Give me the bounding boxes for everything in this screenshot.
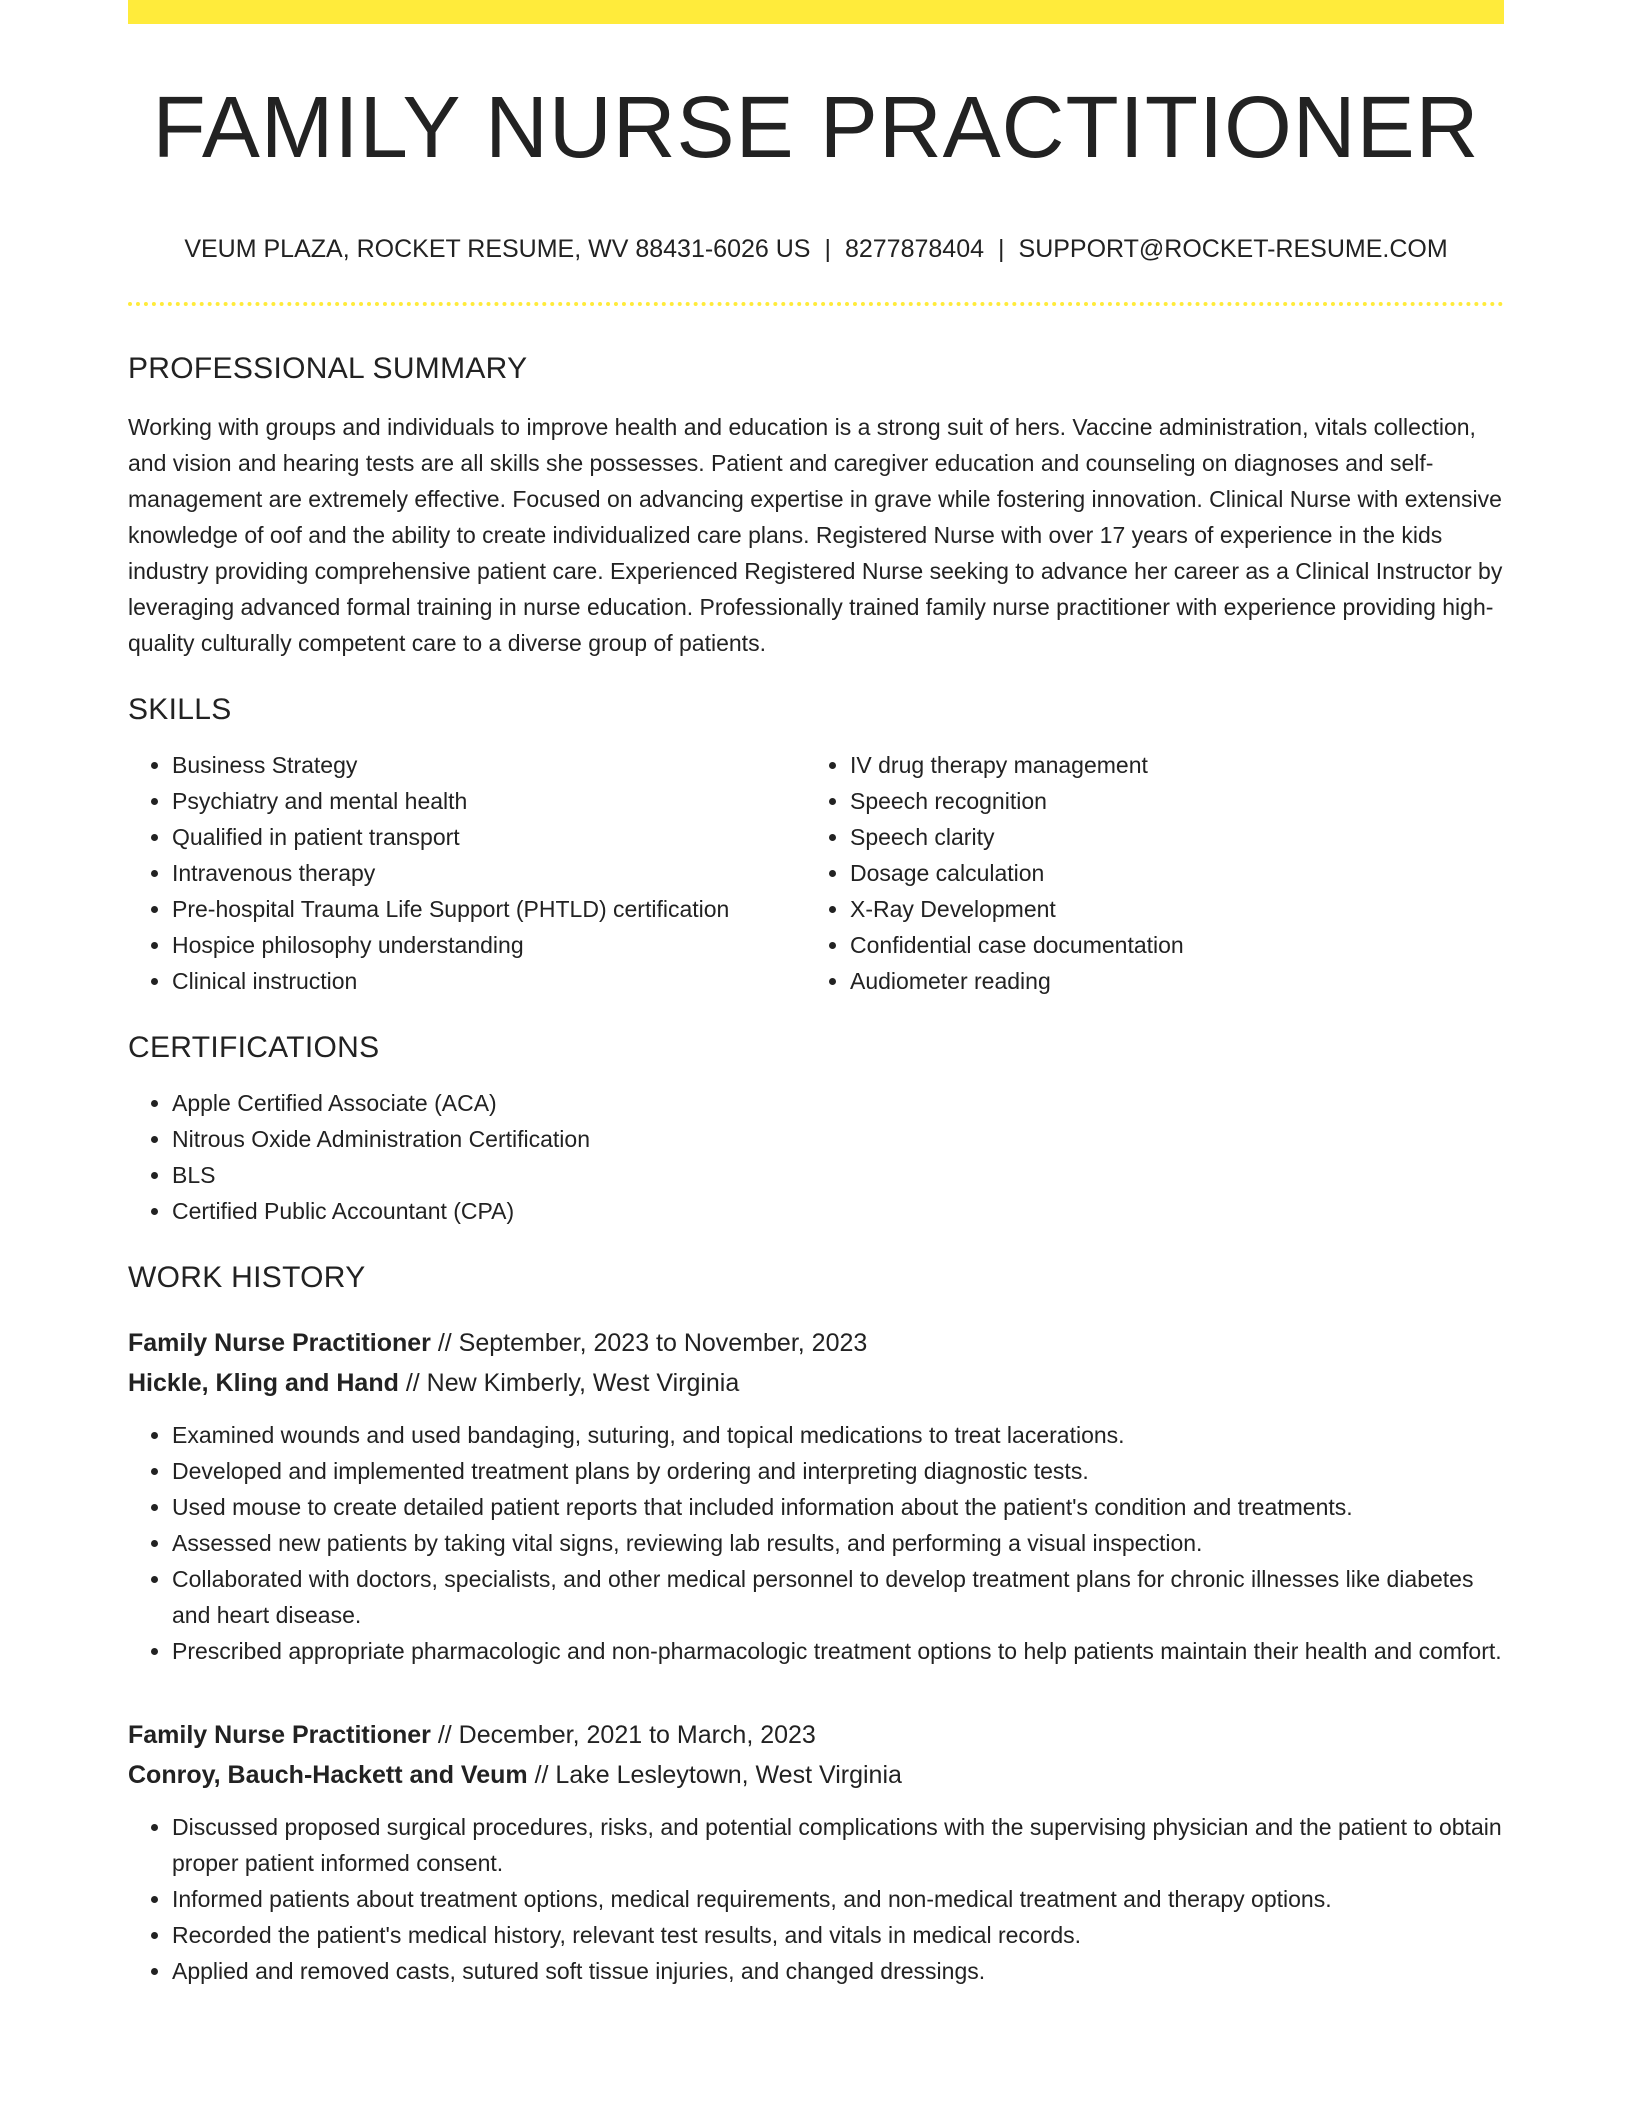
summary-heading: PROFESSIONAL SUMMARY: [128, 352, 528, 385]
certification-item: • Certified Public Accountant (CPA): [172, 1193, 1504, 1229]
skills-left-list: [128, 747, 806, 999]
contact-line: [128, 237, 1504, 262]
job-bullet: • Prescribed appropriate pharmacologic and non-pharmacologic treatment options to help patients maintain their health and comfort.: [172, 1633, 1504, 1669]
job-bullets: [128, 1417, 1504, 1669]
phone: 8277878404: [844, 235, 985, 263]
skill-item: • Clinical instruction: [172, 963, 806, 999]
job-company-line: [128, 1755, 1504, 1795]
job-title: Family Nurse Practitioner: [128, 1721, 431, 1749]
skills-right-list: [806, 747, 1484, 999]
skill-item: • Hospice philosophy understanding: [172, 927, 806, 963]
job-entry: [128, 1715, 1504, 1989]
job-bullet: • Developed and implemented treatment plans by ordering and interpreting diagnostic tests.: [172, 1453, 1504, 1489]
certifications-list: [128, 1085, 1504, 1229]
skills-columns: [128, 747, 1504, 999]
skill-item: • X-Ray Development: [850, 891, 1484, 927]
job-bullet: • Collaborated with doctors, specialists, and other medical personnel to develop treatment plans for chronic illnesses like diabetes and heart disease.: [172, 1561, 1504, 1633]
skill-item: • Psychiatry and mental health: [172, 783, 806, 819]
skill-item: • Pre-hospital Trauma Life Support (PHTLD) certification: [172, 891, 806, 927]
separator: |: [998, 235, 1005, 263]
skill-item: • Speech recognition: [850, 783, 1484, 819]
skill-item: • Confidential case documentation: [850, 927, 1484, 963]
job-company-line: [128, 1363, 1504, 1403]
job-bullet: • Recorded the patient's medical history, relevant test results, and vitals in medical records.: [172, 1917, 1504, 1953]
separator: |: [824, 235, 831, 263]
address: VEUM PLAZA, ROCKET RESUME, WV 88431-6026 US: [184, 235, 811, 263]
resume-page: [128, 0, 1504, 1989]
certification-item: • Nitrous Oxide Administration Certification: [172, 1121, 1504, 1157]
job-dates: // September, 2023 to November, 2023: [437, 1329, 868, 1357]
certifications-heading: CERTIFICATIONS: [128, 1031, 380, 1064]
skill-item: • IV drug therapy management: [850, 747, 1484, 783]
job-location: // New Kimberly, West Virginia: [405, 1369, 740, 1397]
job-company: Hickle, Kling and Hand: [128, 1369, 399, 1397]
resume-title: FAMILY NURSE PRACTITIONER: [152, 79, 1480, 176]
skill-item: • Audiometer reading: [850, 963, 1484, 999]
summary-text: Working with groups and individuals to improve health and education is a strong suit of hers. Vaccine administration, vitals collection, and vision and hearing tests are all skills she possesses. Patient and caregiver education and counseling on diagnoses and self-management are extremely effective. Focused on advancing expertise in grave while fostering innovation. Clinical Nurse with extensive knowledge of oof and the ability to create individualized care plans. Registered Nurse with over 17 years of experience in the kids industry providing comprehensive patient care. Experienced Registered Nurse seeking to advance her career as a Clinical Instructor by leveraging advanced formal training in nurse education. Professionally trained family nurse practitioner with experience providing high-quality culturally competent care to a diverse group of patients.: [128, 414, 1503, 656]
job-entry: [128, 1323, 1504, 1669]
certification-item: • Apple Certified Associate (ACA): [172, 1085, 1504, 1121]
job-bullet: • Examined wounds and used bandaging, suturing, and topical medications to treat lacerations.: [172, 1417, 1504, 1453]
skill-item: • Intravenous therapy: [172, 855, 806, 891]
skill-item: • Qualified in patient transport: [172, 819, 806, 855]
job-bullet: • Discussed proposed surgical procedures, risks, and potential complications with the supervising physician and the patient to obtain proper patient informed consent.: [172, 1809, 1504, 1881]
job-title-line: [128, 1323, 1504, 1363]
job-company: Conroy, Bauch-Hackett and Veum: [128, 1761, 528, 1789]
job-bullets: [128, 1809, 1504, 1989]
certification-item: • BLS: [172, 1157, 1504, 1193]
accent-bar: [128, 0, 1504, 24]
skills-section: [128, 695, 1504, 999]
skill-item: • Business Strategy: [172, 747, 806, 783]
skill-item: • Dosage calculation: [850, 855, 1484, 891]
job-title: Family Nurse Practitioner: [128, 1329, 431, 1357]
work-history-section: [128, 1263, 1504, 1989]
work-history-heading: WORK HISTORY: [128, 1261, 366, 1294]
dotted-divider: [128, 302, 1504, 306]
job-bullet: • Used mouse to create detailed patient reports that included information about the patient's condition and treatments.: [172, 1489, 1504, 1525]
job-location: // Lake Lesleytown, West Virginia: [534, 1761, 902, 1789]
certifications-section: [128, 1033, 1504, 1229]
skill-item: • Speech clarity: [850, 819, 1484, 855]
email: SUPPORT@ROCKET-RESUME.COM: [1018, 235, 1448, 263]
job-bullet: • Applied and removed casts, sutured soft tissue injuries, and changed dressings.: [172, 1953, 1504, 1989]
skills-heading: SKILLS: [128, 693, 232, 726]
job-bullet: • Informed patients about treatment options, medical requirements, and non-medical treatment and therapy options.: [172, 1881, 1504, 1917]
job-title-line: [128, 1715, 1504, 1755]
job-dates: // December, 2021 to March, 2023: [437, 1721, 816, 1749]
job-bullet: • Assessed new patients by taking vital signs, reviewing lab results, and performing a visual inspection.: [172, 1525, 1504, 1561]
summary-section: [128, 354, 1504, 661]
